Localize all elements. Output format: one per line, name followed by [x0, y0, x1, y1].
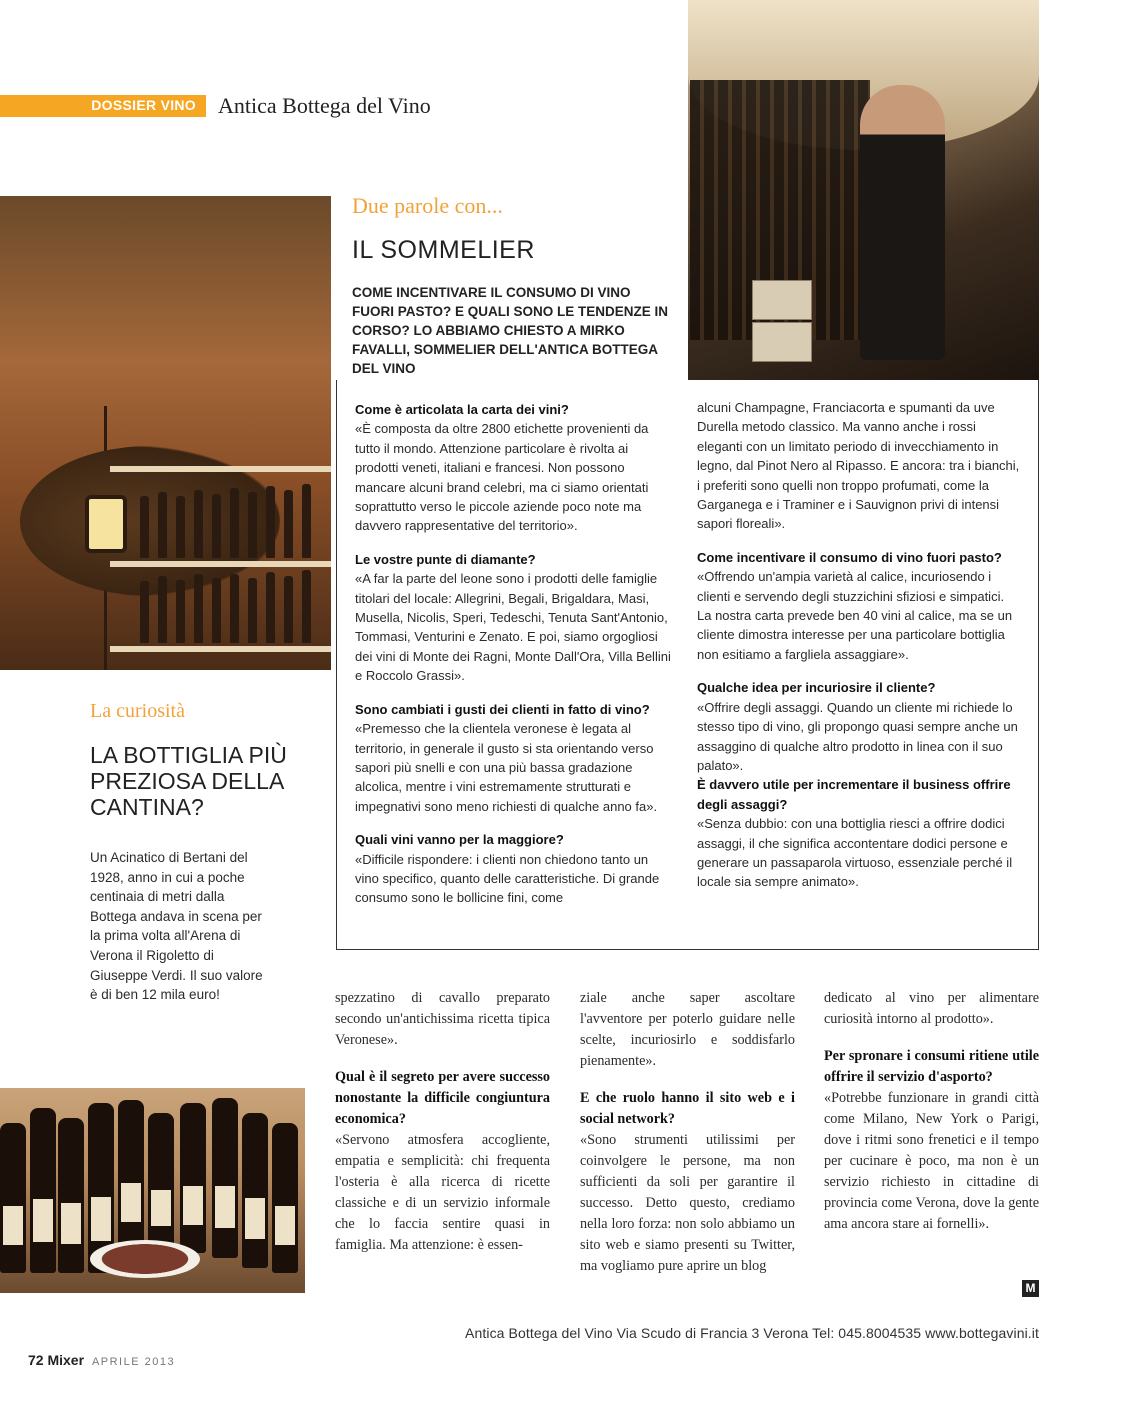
wine-bottle [230, 574, 239, 643]
story-question: E che ruolo hanno il sito web e i social network? [580, 1090, 795, 1127]
wine-bottle [158, 492, 167, 558]
qa-item [697, 775, 1022, 891]
curiosity-title: LA BOTTIGLIA PIÙ PREZIOSA DELLA CANTINA? [90, 742, 287, 820]
answer: «Senza dubbio: con una bottiglia riesci a offrire dodici assaggi, il che significa accontentare dodici persone e generare un passaparola virtuoso, essenziale perché il locale sia sempre animato». [697, 816, 1013, 890]
question: Come incentivare il consumo di vino fuori pasto? [697, 549, 1002, 565]
wine-bottle [212, 494, 221, 558]
wine-bottle [212, 578, 221, 643]
wine-bottle [140, 581, 149, 643]
interview-intro: COME INCENTIVARE IL CONSUMO DI VINO FUORI PASTO? E QUALI SONO LE TENDENZE IN CORSO? LO ABBIAMO CHIESTO A MIRKO FAVALLI, SOMMELIER DELL'ANTICA BOTTEGA DEL VINO [352, 285, 669, 376]
answer: «Premesso che la clientela veronese è legata al territorio, in generale il gusto si sta orientando verso sapori più snelli e con una più bassa gradazione alcolica, mentre i vini estremamente strutturati e impegnativi sono meno richiesti di qualche anno fa». [355, 721, 658, 814]
section-tag [0, 95, 206, 117]
curiosity-kicker: La curiosità [90, 700, 185, 722]
wine-bottle [148, 1113, 174, 1253]
wine-bottle [248, 578, 257, 643]
wine-bottle [266, 486, 275, 558]
story-answer: «Sono strumenti utilissimi per coinvolgere le persone, ma non sufficienti da soli per garantire il successo. Detto questo, crediamo nella loro forza: non solo abbiamo un sito web e siamo presenti su Twitter, ma vogliamo pure aprire un blog [580, 1132, 795, 1274]
answer: «A far la parte del leone sono i prodotti delle famiglie titolari del locale: Allegrini, Begali, Brigaldara, Masi, Musella, Nicolis, Speri, Tedeschi, Tenuta Sant'Antonio, Tommasi, Venturini e Zenato. E poi, siamo orgogliosi dei vini di Monte dei Ragni, Monte Dall'Ora, Villa Bellini e Roccolo Grassi». [355, 571, 671, 684]
shelf [110, 561, 331, 567]
wine-bottle [176, 580, 185, 643]
section-title: Antica Bottega del Vino [218, 93, 431, 118]
page-folio [28, 1352, 175, 1368]
question: Le vostre punte di diamante? [355, 551, 536, 567]
qa-item [697, 548, 1022, 664]
answer: alcuni Champagne, Franciacorta e spumanti da uve Durella metodo classico. Ma vanno anche i rossi eleganti con un limitato periodo di invecchiamento in legno, dal Pinot Nero al Ripasso. E ancora: tra i bianchi, i preferiti sono quelli non troppo profumati, come la Garganega e i Traminer e i Sauvignon privi di intensi sapori floreali». [697, 400, 1020, 532]
question: Come è articolata la carta dei vini? [355, 402, 569, 417]
interview-column-left [355, 400, 675, 922]
wine-bottle [242, 1113, 268, 1268]
wine-crate [752, 280, 812, 320]
story-column-2 [580, 988, 795, 1293]
answer: «Offrendo un'ampia varietà al calice, incuriosendo i clienti e servendo degli stuzzichini sfiziosi e simpatici. La nostra carta prevede ben 40 vini al calice, ma se un cliente dimostra interesse per una particolare bottiglia non esitiamo a fargliela assaggiare». [697, 569, 1013, 662]
wine-bottle [266, 572, 275, 643]
answer: «È composta da oltre 2800 etichette provenienti da tutto il mondo. Attenzione particolare è rivolta ai prodotti veneti, italiani e francesi. Non possono mancare alcuni brand celebri, ma ci siamo orientati soprattutto verso le piccole aziende poco note ma davvero rappresentative del territorio». [355, 421, 649, 534]
wine-bottle [230, 488, 239, 558]
lantern-icon [85, 495, 127, 553]
end-mark-icon: M [1022, 1280, 1039, 1297]
wine-bottle [180, 1103, 206, 1253]
magazine-name: Mixer [47, 1352, 85, 1368]
wine-bottle [158, 576, 167, 643]
issue-date: APRILE 2013 [91, 1356, 176, 1368]
page-number: 72 [28, 1352, 44, 1368]
answer: «Offrire degli assaggi. Quando un cliente mi richiede lo stesso tipo di vino, gli propongo quasi sempre anche un assaggino di qualche altro prodotto in linea con il suo palato». [697, 699, 1018, 773]
wine-bottle [302, 484, 311, 558]
wine-bottle [176, 496, 185, 558]
qa-item [355, 830, 675, 908]
story-question: Qual è il segreto per avere successo nonostante la difficile congiuntura economica? [335, 1069, 550, 1127]
qa-item [355, 400, 675, 536]
story-column-3 [824, 988, 1039, 1251]
story-answer: «Servono atmosfera accogliente, empatia e semplicità: chi frequenta l'osteria è alla ricerca di ricette classiche e di un servizio informale che lo faccia sentire quasi in famiglia. Ma attenzione: è essen- [335, 1132, 550, 1253]
sommelier-figure [860, 85, 945, 360]
plate-of-beans [90, 1240, 200, 1278]
shelf [110, 466, 331, 472]
story-question: Per spronare i consumi ritiene utile offrire il servizio d'asporto? [824, 1048, 1039, 1085]
wine-bottle [194, 490, 203, 558]
story-paragraph: ziale anche saper ascoltare l'avventore per poterlo guidare nelle scelte, incuriosirlo e soddisfarlo pienamente». [580, 990, 795, 1069]
story-column-1 [335, 988, 550, 1272]
wine-bottle [118, 1100, 144, 1250]
answer: «Difficile rispondere: i clienti non chiedono tanto un vino specifico, quanto delle caratteristiche. Di grande consumo sono le bollicine fini, come [355, 851, 660, 906]
wine-bottle [248, 492, 257, 558]
curiosity-text: Un Acinatico di Bertani del 1928, anno in cui a poche centinaia di metri dalla Bottega andava in scena per la prima volta all'Arena di Verona il Rigoletto di Giuseppe Verdi. Il suo valore è di ben 12 mila euro! [90, 850, 263, 1003]
address-line: Antica Bottega del Vino Via Scudo di Francia 3 Verona Tel: 045.8004535 www.bottegavini.it [465, 1325, 1039, 1341]
wine-bottle [30, 1108, 56, 1273]
qa-item [355, 700, 675, 816]
wine-bottle [212, 1098, 238, 1258]
photo-bottega-interior [0, 196, 331, 670]
wine-bottle [272, 1123, 298, 1273]
question: Sono cambiati i gusti dei clienti in fatto di vino? [355, 701, 650, 717]
story-qa [580, 1088, 795, 1277]
wine-bottle [58, 1118, 84, 1273]
qa-item [355, 550, 675, 686]
qa-item [697, 398, 1022, 534]
story-qa [335, 1067, 550, 1256]
wine-bottle [194, 574, 203, 643]
question: È davvero utile per incrementare il business offrire degli assaggi? [697, 777, 1011, 812]
section-tag-label: DOSSIER VINO [91, 97, 196, 113]
wine-bottle [284, 490, 293, 558]
story-paragraph: dedicato al vino per alimentare curiosità intorno al prodotto». [824, 990, 1039, 1027]
interview-title: IL SOMMELIER [352, 236, 535, 264]
wine-bottle [302, 570, 311, 643]
question: Qualche idea per incuriosire il cliente? [697, 680, 936, 696]
wine-bottle [0, 1123, 26, 1273]
question: Quali vini vanno per la maggiore? [355, 832, 564, 848]
shelf [110, 646, 331, 652]
qa-item [697, 678, 1022, 775]
story-answer: «Potrebbe funzionare in grandi città come Milano, New York o Parigi, dove i ritmi sono frenetici e il tempo per cucinare è poco, ma non è un servizio richiesto in cittadine di provincia come Verona, dove la gente ama ancora stare ai fornelli». [824, 1090, 1039, 1232]
story-qa [824, 1046, 1039, 1235]
wine-crate [752, 322, 812, 362]
interview-kicker: Due parole con... [352, 193, 503, 218]
interview-column-right [697, 398, 1022, 906]
wine-bottle [284, 576, 293, 643]
story-paragraph: spezzatino di cavallo preparato secondo un'antichissima ricetta tipica Veronese». [335, 990, 550, 1048]
wine-bottle [140, 496, 149, 558]
